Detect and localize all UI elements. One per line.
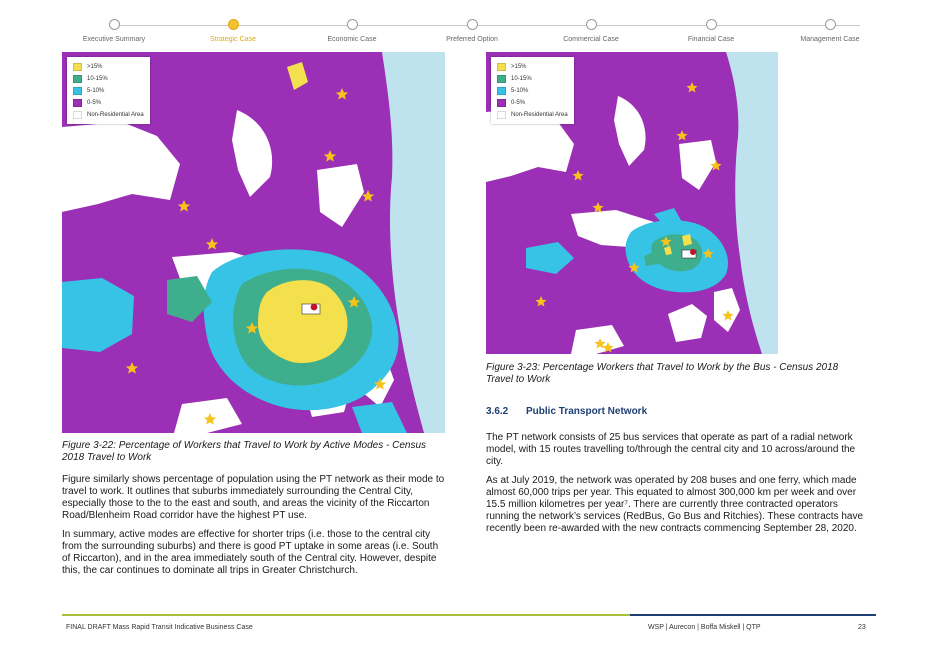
- legend-swatch-yellow: [497, 63, 506, 71]
- section-heading: [486, 406, 866, 417]
- nav-step-preferred-option[interactable]: [412, 18, 532, 43]
- nav-step-dot: [467, 19, 478, 30]
- bus-map: [486, 52, 778, 354]
- nav-step-label: Economic Case: [327, 36, 377, 43]
- nav-step-management-case[interactable]: [770, 18, 890, 43]
- legend-label: Non-Residential Area: [87, 112, 144, 118]
- active-modes-map: [62, 52, 445, 433]
- nav-step-strategic-case[interactable]: [173, 18, 293, 43]
- legend-swatch-cyan: [497, 87, 506, 95]
- legend-swatch-yellow: [73, 63, 82, 71]
- page-number: 23: [858, 624, 866, 631]
- legend-item: [73, 85, 144, 97]
- nav-step-label: Commercial Case: [563, 36, 619, 43]
- paragraph-operations: As at July 2019, the network was operated by 208 buses and one ferry, which made almost 60,000 trips per year. This equated to almost 300,000 km per week and over 15.5 million kilometres per year⁷. There are currently three contracted operators running the network’s services (RedBus, Go Bus and Ritchies). These contracts have recently been re-awarded with the new contracts commencing September 28, 2020.: [486, 475, 864, 534]
- legend-item: [497, 73, 568, 85]
- section-number: 3.6.2: [486, 406, 509, 417]
- legend-swatch-teal: [497, 75, 506, 83]
- legend-label: 10-15%: [87, 76, 108, 82]
- nav-step-dot-active: [228, 19, 239, 30]
- nav-step-dot: [347, 19, 358, 30]
- nav-step-dot: [706, 19, 717, 30]
- progress-nav: [68, 18, 874, 48]
- legend-item: [73, 73, 144, 85]
- nav-step-label: Strategic Case: [210, 36, 256, 43]
- paragraph-summary: In summary, active modes are effective for shorter trips (i.e. those to the central city from the surrounding suburbs) and there is good PT uptake in some areas (i.e. South of Riccarton), and in the area immediately south of the Central city. However, despite this, the car continues to dominate all trips in Greater Christchurch.: [62, 529, 439, 576]
- legend-swatch-cyan: [73, 87, 82, 95]
- legend-label: 10-15%: [511, 76, 532, 82]
- map-legend: [491, 57, 574, 124]
- legend-label: >15%: [87, 64, 103, 70]
- footer-rule-green: [62, 614, 630, 616]
- nav-step-financial-case[interactable]: [651, 18, 771, 43]
- section-title: Public Transport Network: [526, 406, 648, 417]
- footer-rule: [62, 614, 876, 616]
- legend-swatch-purple: [497, 99, 506, 107]
- nav-step-dot: [109, 19, 120, 30]
- legend-label: >15%: [511, 64, 527, 70]
- legend-label: 5-10%: [87, 88, 105, 94]
- legend-item: [497, 85, 568, 97]
- legend-item: [497, 61, 568, 73]
- legend-item: [73, 109, 144, 121]
- nav-step-dot: [825, 19, 836, 30]
- nav-step-label: Executive Summary: [82, 36, 146, 43]
- figure-caption-active-modes: Figure 3-22: Percentage of Workers that Travel to Work by Active Modes - Census 2018 Travel to Work: [62, 440, 427, 463]
- nav-step-dot: [586, 19, 597, 30]
- legend-swatch-white: [497, 111, 506, 119]
- legend-label: 5-10%: [511, 88, 529, 94]
- footer-rule-navy: [630, 614, 876, 616]
- legend-label: Non-Residential Area: [511, 112, 568, 118]
- map-legend: [67, 57, 150, 124]
- nav-step-economic-case[interactable]: [292, 18, 412, 43]
- legend-item: [497, 97, 568, 109]
- nav-step-label: Financial Case: [687, 36, 735, 43]
- nav-step-executive-summary[interactable]: [54, 18, 174, 43]
- legend-swatch-white: [73, 111, 82, 119]
- footer-document-title: FINAL DRAFT Mass Rapid Transit Indicative Business Case: [66, 624, 253, 631]
- nav-step-commercial-case[interactable]: [531, 18, 651, 43]
- paragraph-pt-network: The PT network consists of 25 bus services that operate as part of a radial network model, with 15 routes travelling to/through the central city and 10 across/around the city.: [486, 432, 856, 467]
- figure-caption-bus: Figure 3-23: Percentage Workers that Travel to Work by the Bus - Census 2018 Travel to Work: [486, 362, 839, 385]
- legend-item: [73, 61, 144, 73]
- legend-label: 0-5%: [511, 100, 526, 106]
- legend-item: [73, 97, 144, 109]
- legend-item: [497, 109, 568, 121]
- legend-swatch-teal: [73, 75, 82, 83]
- legend-swatch-purple: [73, 99, 82, 107]
- footer-authors: WSP | Aurecon | Boffa Miskell | QTP: [648, 624, 761, 631]
- nav-step-label: Management Case: [800, 36, 860, 43]
- nav-step-label: Preferred Option: [446, 36, 498, 43]
- legend-label: 0-5%: [87, 100, 102, 106]
- paragraph-pt-use: Figure similarly shows percentage of population using the PT network as their mode to travel to work. It outlines that suburbs immediately surrounding the Central City, especially those to the to the east and south, and areas the vicinity of the Riccarton Road/Blenheim Road corridor have the highest PT use.: [62, 474, 445, 521]
